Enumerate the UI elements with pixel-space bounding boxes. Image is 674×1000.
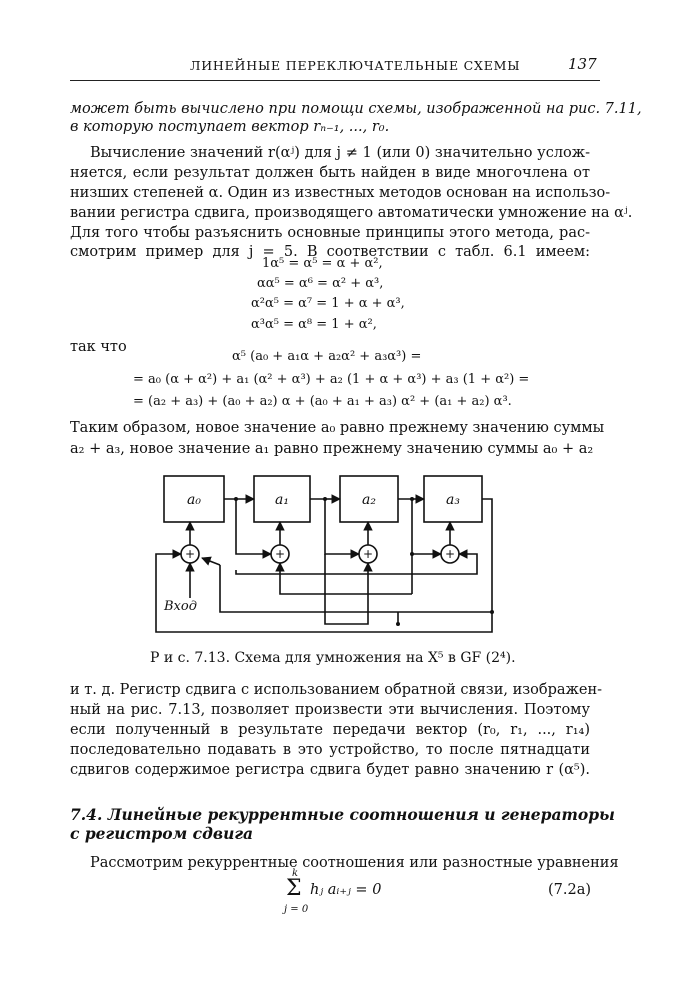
header-rule (70, 80, 600, 81)
paragraph-line: a₂ + a₃, новое значение a₁ равно прежнему значению суммы a₀ + a₂ (70, 441, 594, 457)
register-label-a2: a₂ (362, 492, 376, 508)
adder-symbol: + (184, 547, 196, 561)
paragraph-line: и т. д. Регистр сдвига с использованием обратной связи, изображен- (70, 682, 603, 698)
section-heading-continued: с регистром сдвига (70, 824, 254, 843)
paragraph-line: сдвигов содержимое регистра сдвига будет равно значению r (α⁵). (70, 762, 590, 778)
paragraph-line: последовательно подавать в это устройство, то после пятнадцати (70, 742, 590, 758)
page-number: 137 (568, 55, 597, 73)
sum-body: hⱼ aᵢ₊ⱼ = 0 (310, 882, 382, 898)
running-title: ЛИНЕЙНЫЕ ПЕРЕКЛЮЧАТЕЛЬНЫЕ СХЕМЫ (190, 58, 521, 73)
equation-line: 1α⁵ = α⁵ = α + α², (262, 256, 383, 271)
equation-line: = a₀ (α + α²) + a₁ (α² + α³) + a₂ (1 + α + α³) + a₃ (1 + α²) = (133, 372, 530, 387)
equation-line: α²α⁵ = α⁷ = 1 + α + α³, (251, 296, 405, 311)
register-label-a3: a₃ (446, 492, 460, 508)
section-heading: 7.4. Линейные рекуррентные соотношения и генераторы (70, 805, 615, 824)
paragraph-line: может быть вычислено при помощи схемы, изображенной на рис. 7.11, (70, 101, 642, 117)
sum-upper-limit: k (292, 868, 299, 879)
paragraph-line: вании регистра сдвига, производящего автоматически умножение на αʲ. (70, 205, 633, 221)
paragraph-line: в которую поступает вектор rₙ₋₁, ..., r₀. (70, 119, 390, 135)
paragraph-line: если полученный в результате передачи вектор (r₀, r₁, ..., r₁₄) (70, 722, 590, 738)
input-label: Вход (164, 599, 197, 614)
paragraph-line: Рассмотрим рекуррентные соотношения или разностные уравнения (90, 855, 619, 871)
adder-symbol: + (362, 547, 374, 561)
paragraph-line: смотрим пример для j = 5. В соответствии с табл. 6.1 имеем: (70, 244, 590, 260)
adder-symbol: + (444, 547, 456, 561)
sigma-symbol: Σ (286, 876, 302, 901)
paragraph-line: Таким образом, новое значение a₀ равно прежнему значению суммы (70, 420, 605, 436)
equation-line: = (a₂ + a₃) + (a₀ + a₂) α + (a₀ + a₁ + a₃) α² + (a₁ + a₂) α³. (133, 394, 512, 409)
equation-line: α³α⁵ = α⁸ = 1 + α², (251, 317, 377, 332)
paragraph-line: Для того чтобы разъяснить основные принципы этого метода, рас- (70, 225, 590, 241)
equation-number: (7.2а) (548, 882, 592, 898)
paragraph-line: няется, если результат должен быть найден в виде многочлена от (70, 165, 590, 181)
sum-lower-limit: j = 0 (284, 904, 309, 915)
paragraph-line: низших степеней α. Один из известных методов основан на использо- (70, 185, 611, 201)
equation-line: α⁵ (a₀ + a₁α + a₂α² + a₃α³) = (232, 349, 422, 364)
shift-register-diagram (150, 470, 500, 640)
equation-line: αα⁵ = α⁶ = α² + α³, (257, 276, 384, 291)
summation-equation (282, 868, 402, 918)
figure-caption: Р и с. 7.13. Схема для умножения на X⁵ в GF (2⁴). (150, 650, 516, 666)
paragraph-line: так что (70, 339, 127, 355)
paragraph-line: ный на рис. 7.13, позволяет произвести эти вычисления. Поэтому (70, 702, 590, 718)
register-label-a1: a₁ (275, 492, 289, 508)
register-label-a0: a₀ (187, 492, 201, 508)
adder-symbol: + (274, 547, 286, 561)
paragraph-line: Вычисление значений r(αʲ) для j ≠ 1 (или 0) значительно услож- (90, 145, 590, 161)
